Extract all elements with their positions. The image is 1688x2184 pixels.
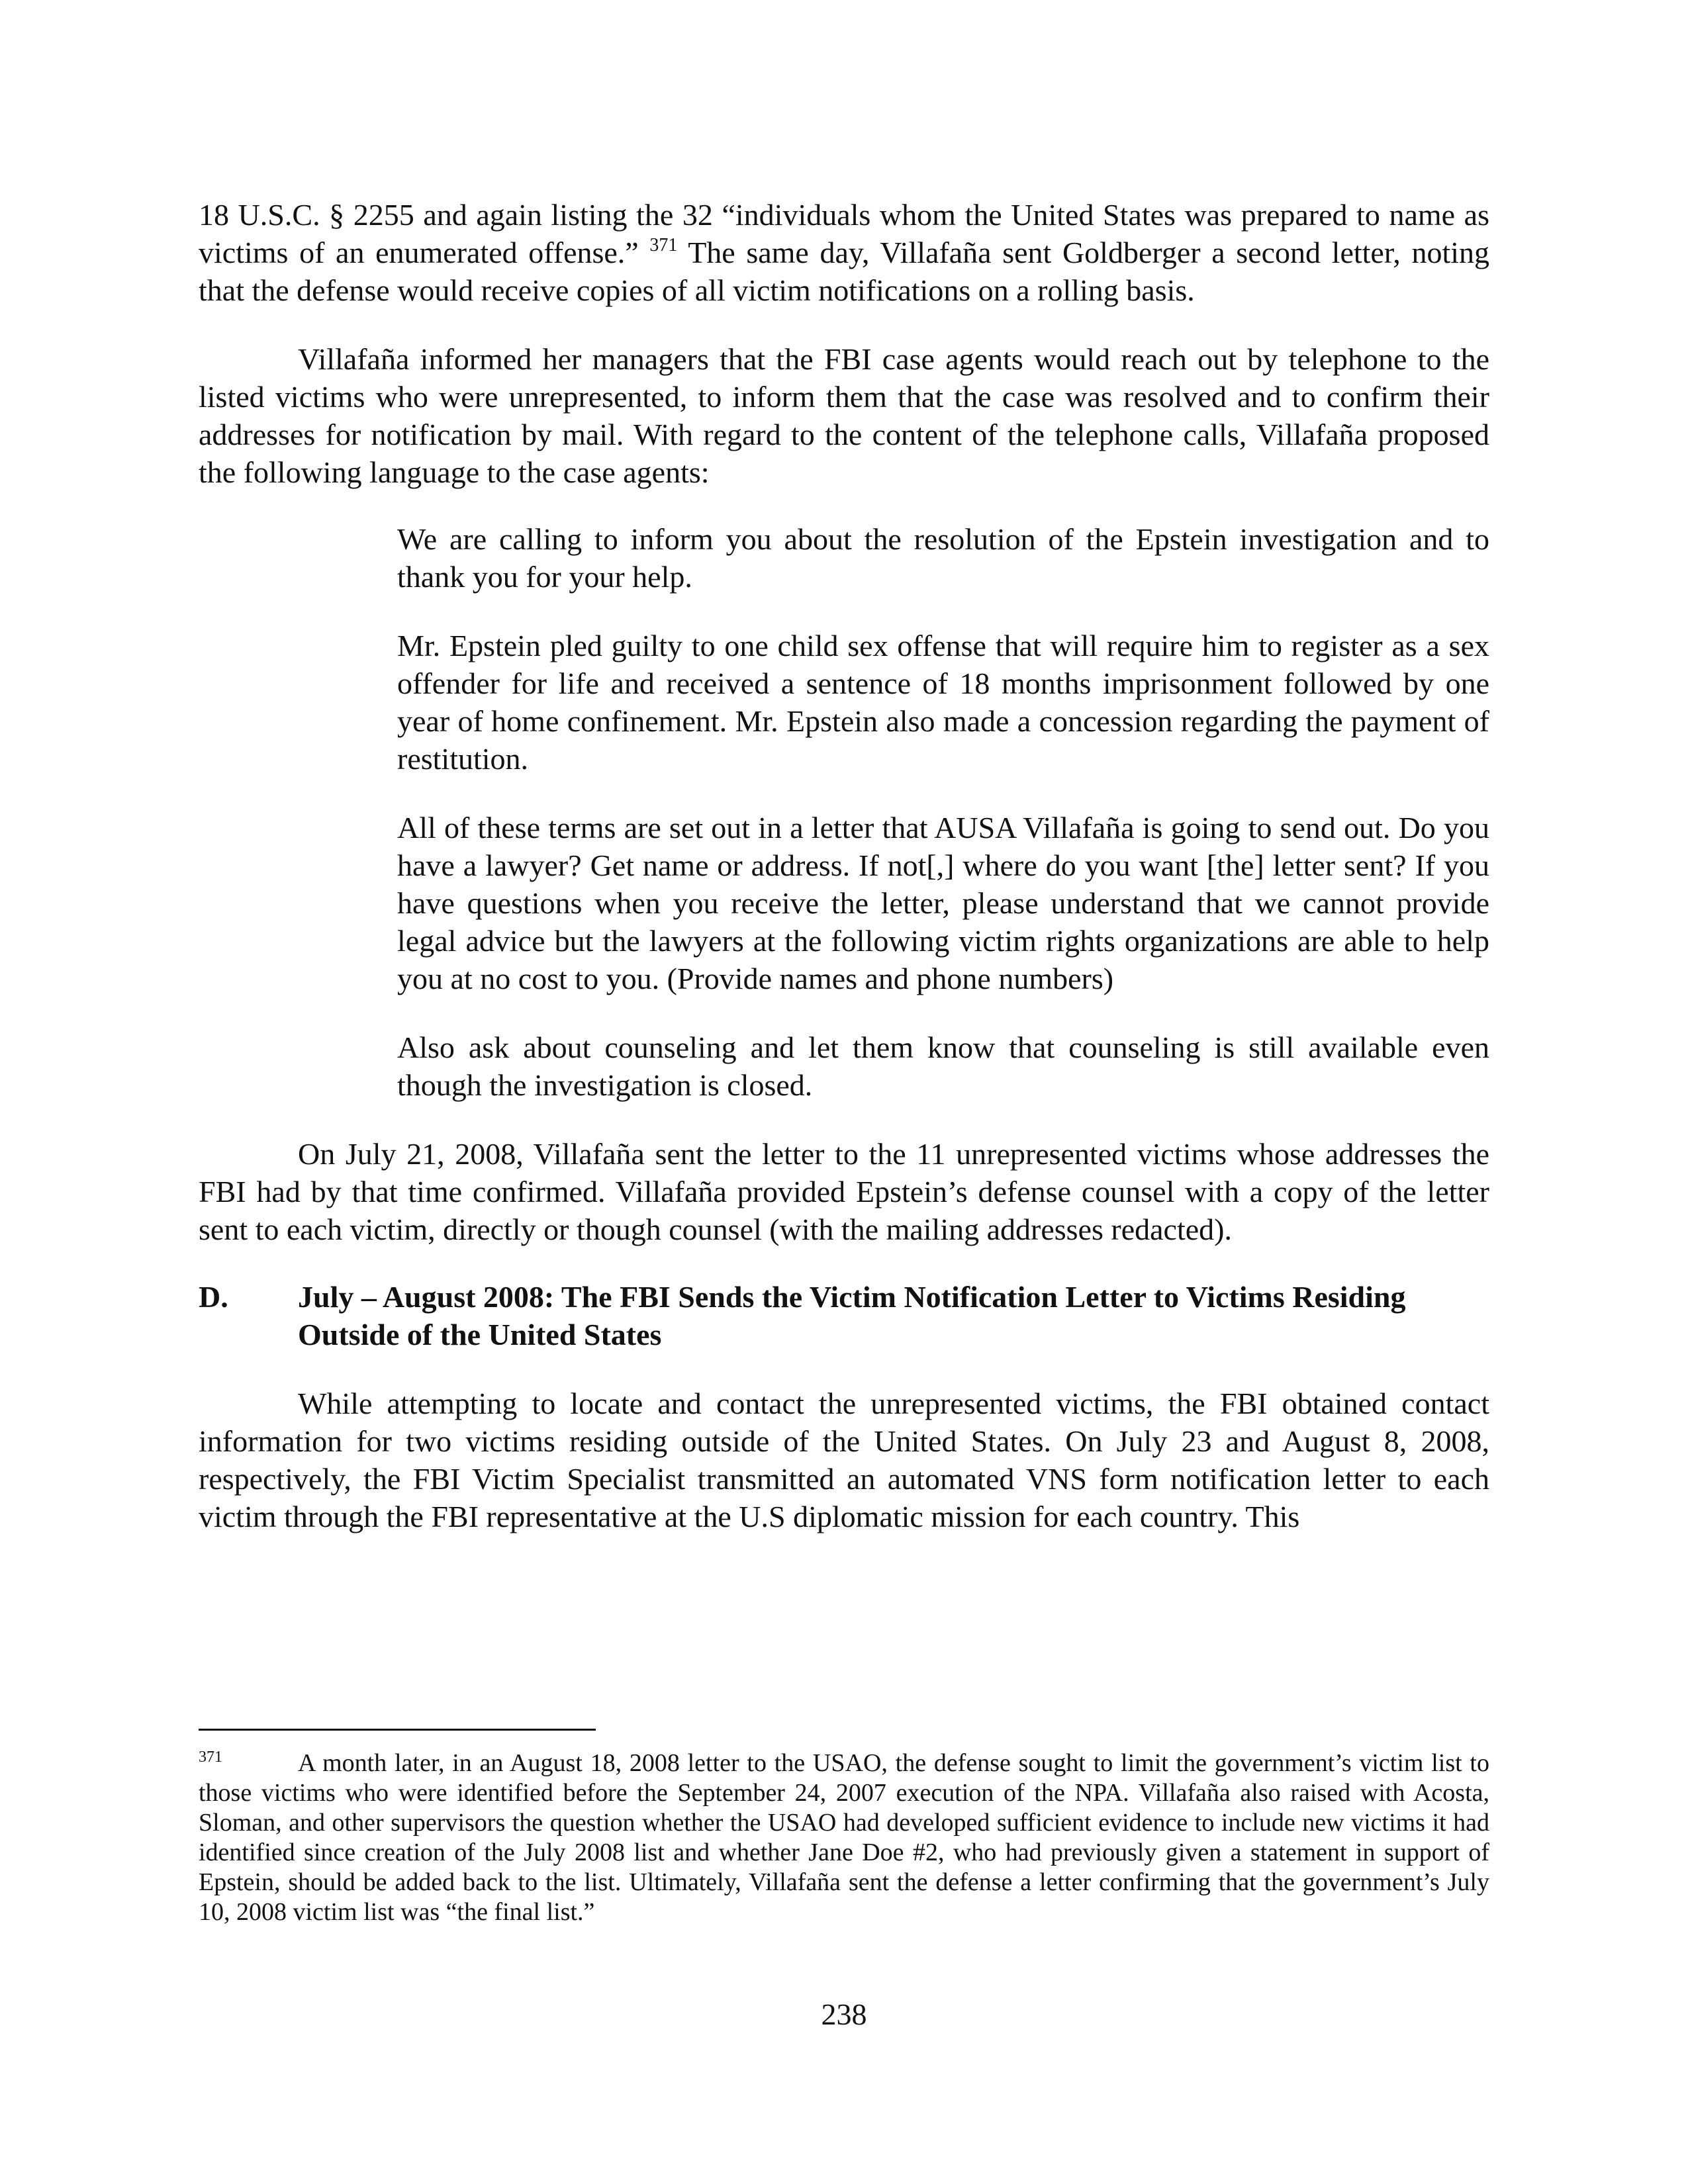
paragraph-letter-sent: On July 21, 2008, Villafaña sent the letter to the 11 unrepresented victims whose addresses the FBI had by that time confirmed. Villafaña provided Epstein’s defense counsel with a copy of the letter sent to each victim, directly or though counsel (with the mailing addresses redacted). xyxy=(199,1137,1489,1246)
block-quote-paragraph: Also ask about counseling and let them know that counseling is still available even though the investigation is closed. xyxy=(397,1030,1489,1102)
paragraph-text: The same day, Villafaña sent Goldberger a second letter, noting that the defense would receive copies of all victim notifications on a rolling basis. xyxy=(199,236,1490,307)
block-quote-paragraph: All of these terms are set out in a letter that AUSA Villafaña is going to send out. Do you have a lawyer? Get name or address. If not[,] where do you want [the] letter sent? If you have questions when you receive the letter, please understand that we cannot provide legal advice but the lawyers at the following victim rights organizations are able to help you at no cost to you. (Provide names and phone numbers) xyxy=(397,811,1489,995)
footnote: 371 A month later, in an August 18, 2008 letter to the USAO, the defense sought to limit the government’s victim list to those victims who were identified before the September 24, 2007 execution of the NPA. Villafaña also raised with Acosta, Sloman, and other supervisors the question whether the USAO had developed sufficient evidence to include new victims it had identified since creation of the July 2008 list and whether Jane Doe #2, who had previously given a statement in support of Epstein, should be added back to the list. Ultimately, Villafaña sent the defense a letter confirming that the government’s July 10, 2008 victim list was “the final list.” xyxy=(199,1749,1489,1926)
block-quote-paragraph: We are calling to inform you about the resolution of the Epstein investigation and to thank you for your help. xyxy=(397,522,1489,594)
section-letter: D. xyxy=(199,1280,228,1314)
footnote-divider xyxy=(199,1729,596,1731)
paragraph-continuation xyxy=(199,196,1489,309)
paragraph-telephone-calls: Villafaña informed her managers that the FBI case agents would reach out by telephone to the listed victims who were unrepresented, to inform them that the case was resolved and to confirm their addresses for notification by mail. With regard to the content of the telephone calls, Villafaña proposed the following language to the case agents: xyxy=(199,342,1489,489)
section-title: July – August 2008: The FBI Sends the Victim Notification Letter to Victims Residing Outside of the United States xyxy=(298,1280,1406,1351)
page-number: 238 xyxy=(821,1997,867,2031)
block-quote-paragraph: Mr. Epstein pled guilty to one child sex offense that will require him to register as a sex offender for life and received a sentence of 18 months imprisonment followed by one year of home confinement. Mr. Epstein also made a concession regarding the payment of restitution. xyxy=(397,629,1489,776)
footnote-text: A month later, in an August 18, 2008 letter to the USAO, the defense sought to limit the government’s victim list to those victims who were identified before the September 24, 2007 execution of the NPA. Villafaña also raised with Acosta, Sloman, and other supervisors the question whether the USAO had developed sufficient evidence to include new victims it had identified since creation of the July 2008 list and whether Jane Doe #2, who had previously given a statement in support of Epstein, should be added back to the list. Ultimately, Villafaña sent the defense a letter confirming that the government’s July 10, 2008 victim list was “the final list.” xyxy=(199,1749,1489,1926)
paragraph-outside-us: While attempting to locate and contact the unrepresented victims, the FBI obtained contact information for two victims residing outside of the United States. On July 23 and August 8, 2008, respectively, the FBI Victim Specialist transmitted an automated VNS form notification letter to each victim through the FBI representative at the U.S diplomatic mission for each country. This xyxy=(199,1387,1489,1533)
paragraph-text: 18 U.S.C. § 2255 and again listing the 32 “individuals whom the United States was prepared to name as victims of an enumerated offense.” xyxy=(199,198,1489,269)
section-heading xyxy=(199,1278,1489,1353)
document-body xyxy=(199,196,1489,1535)
footnote-reference[interactable]: 371 xyxy=(649,235,678,255)
